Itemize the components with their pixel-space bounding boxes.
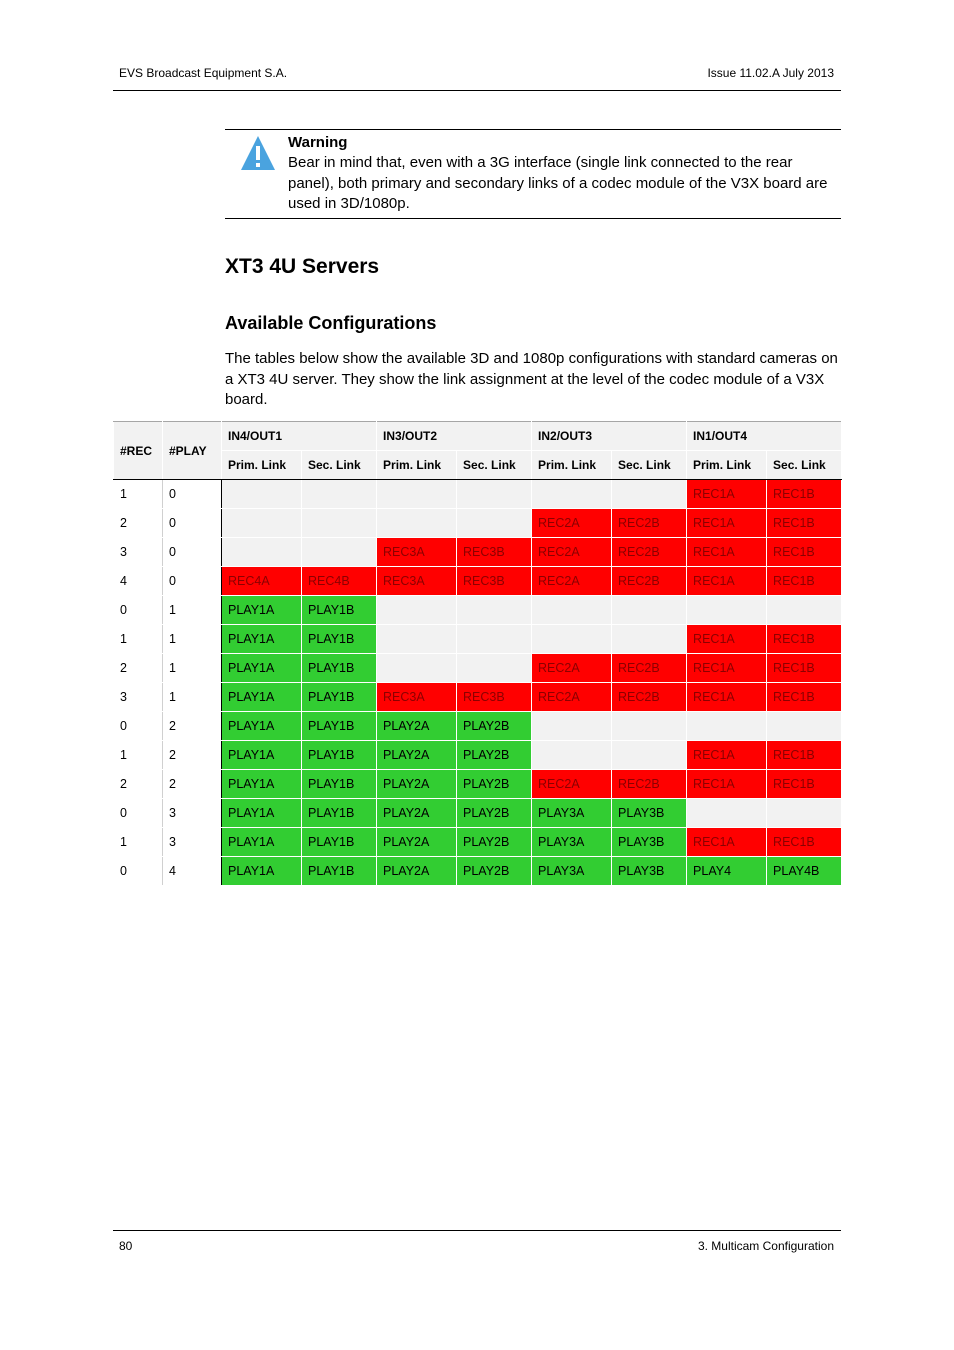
sub-header: Prim. Link bbox=[377, 451, 457, 480]
link-cell: PLAY3A bbox=[532, 857, 612, 886]
page-number: 80 bbox=[119, 1239, 133, 1253]
link-cell bbox=[532, 625, 612, 654]
link-cell: PLAY2A bbox=[377, 857, 457, 886]
link-cell: REC1B bbox=[767, 654, 842, 683]
link-cell: PLAY3A bbox=[532, 799, 612, 828]
link-cell: PLAY2B bbox=[457, 799, 532, 828]
link-cell bbox=[302, 538, 377, 567]
link-cell bbox=[767, 799, 842, 828]
play-count-cell: 1 bbox=[163, 596, 222, 625]
warning-title: Warning bbox=[288, 134, 348, 151]
link-cell bbox=[532, 596, 612, 625]
link-cell: PLAY4B bbox=[767, 857, 842, 886]
link-cell bbox=[222, 538, 302, 567]
link-cell: REC1A bbox=[687, 770, 767, 799]
link-cell: REC1A bbox=[687, 480, 767, 509]
link-cell: REC1A bbox=[687, 625, 767, 654]
link-cell bbox=[532, 712, 612, 741]
link-cell: REC1B bbox=[767, 625, 842, 654]
page-footer bbox=[113, 1230, 841, 1253]
table-row bbox=[114, 538, 842, 567]
link-cell bbox=[302, 480, 377, 509]
play-count-cell: 2 bbox=[163, 770, 222, 799]
link-cell bbox=[687, 596, 767, 625]
link-cell: PLAY1B bbox=[302, 625, 377, 654]
group-header: IN1/OUT4 bbox=[687, 422, 842, 451]
table-row bbox=[114, 828, 842, 857]
link-cell: REC1A bbox=[687, 567, 767, 596]
link-cell bbox=[457, 596, 532, 625]
header-issue: Issue 11.02.A July 2013 bbox=[707, 66, 834, 80]
link-cell: PLAY1B bbox=[302, 741, 377, 770]
link-cell: PLAY3B bbox=[612, 799, 687, 828]
group-header: IN2/OUT3 bbox=[532, 422, 687, 451]
group-header: IN4/OUT1 bbox=[222, 422, 377, 451]
footer-chapter: 3. Multicam Configuration bbox=[697, 1239, 834, 1253]
rec-count-cell: 1 bbox=[114, 625, 163, 654]
link-cell: REC2B bbox=[612, 683, 687, 712]
link-cell: PLAY1A bbox=[222, 857, 302, 886]
link-cell: REC2A bbox=[532, 683, 612, 712]
link-cell: REC1B bbox=[767, 683, 842, 712]
link-cell: REC2A bbox=[532, 538, 612, 567]
play-count-cell: 0 bbox=[163, 538, 222, 567]
rec-count-cell: 3 bbox=[114, 683, 163, 712]
table-body bbox=[114, 480, 842, 886]
link-cell: REC2B bbox=[612, 567, 687, 596]
link-cell: PLAY2B bbox=[457, 741, 532, 770]
play-count-cell: 2 bbox=[163, 712, 222, 741]
link-cell bbox=[457, 509, 532, 538]
link-cell: REC3B bbox=[457, 683, 532, 712]
rec-count-cell: 0 bbox=[114, 857, 163, 886]
link-cell: REC2A bbox=[532, 654, 612, 683]
play-count-cell: 0 bbox=[163, 480, 222, 509]
link-cell bbox=[222, 509, 302, 538]
link-cell: PLAY2A bbox=[377, 828, 457, 857]
link-cell: REC1B bbox=[767, 828, 842, 857]
intro-paragraph: The tables below show the available 3D and 1080p configurations with standard cameras on a XT3 4U server. They show the link assignment at the level of the codec module of a V3X board. bbox=[225, 350, 838, 408]
link-cell: PLAY4 bbox=[687, 857, 767, 886]
rec-count-cell: 0 bbox=[114, 596, 163, 625]
play-count-cell: 4 bbox=[163, 857, 222, 886]
link-cell: REC3A bbox=[377, 538, 457, 567]
link-cell: REC1B bbox=[767, 480, 842, 509]
rec-count-cell: 1 bbox=[114, 828, 163, 857]
link-cell: REC3A bbox=[377, 683, 457, 712]
link-cell: PLAY3B bbox=[612, 828, 687, 857]
sub-header: Prim. Link bbox=[532, 451, 612, 480]
table-row bbox=[114, 770, 842, 799]
warning-text: Bear in mind that, even with a 3G interface (single link connected to the rear panel), both primary and secondary links of a codec module of the V3X board are used in 3D/1080p. bbox=[288, 154, 828, 212]
play-count-cell: 3 bbox=[163, 828, 222, 857]
table-row bbox=[114, 625, 842, 654]
rec-count-cell: 0 bbox=[114, 712, 163, 741]
rec-count-cell: 2 bbox=[114, 654, 163, 683]
rec-count-cell: 1 bbox=[114, 480, 163, 509]
link-cell: PLAY1A bbox=[222, 654, 302, 683]
group-header: IN3/OUT2 bbox=[377, 422, 532, 451]
link-cell: REC2B bbox=[612, 538, 687, 567]
warning-triangle-icon bbox=[239, 134, 277, 172]
play-count-cell: 2 bbox=[163, 741, 222, 770]
link-cell bbox=[532, 480, 612, 509]
play-count-cell: 3 bbox=[163, 799, 222, 828]
link-cell: REC1A bbox=[687, 828, 767, 857]
link-cell bbox=[767, 596, 842, 625]
link-cell: PLAY1A bbox=[222, 741, 302, 770]
link-cell bbox=[457, 654, 532, 683]
table-row bbox=[114, 799, 842, 828]
table-row bbox=[114, 741, 842, 770]
link-cell bbox=[457, 480, 532, 509]
link-cell bbox=[302, 509, 377, 538]
link-cell: REC1A bbox=[687, 654, 767, 683]
header-company: EVS Broadcast Equipment S.A. bbox=[119, 66, 288, 80]
col-play-header: #PLAY bbox=[163, 422, 222, 480]
link-cell: PLAY3A bbox=[532, 828, 612, 857]
sub-header: Prim. Link bbox=[687, 451, 767, 480]
link-cell: REC1A bbox=[687, 683, 767, 712]
link-cell: REC1A bbox=[687, 538, 767, 567]
link-cell: PLAY3B bbox=[612, 857, 687, 886]
play-count-cell: 1 bbox=[163, 654, 222, 683]
play-count-cell: 1 bbox=[163, 625, 222, 654]
link-cell: PLAY1A bbox=[222, 683, 302, 712]
link-cell bbox=[377, 625, 457, 654]
warning-box bbox=[225, 129, 841, 219]
link-cell bbox=[767, 712, 842, 741]
link-cell bbox=[377, 654, 457, 683]
link-cell bbox=[687, 799, 767, 828]
link-cell: PLAY1B bbox=[302, 596, 377, 625]
link-cell bbox=[687, 712, 767, 741]
link-cell: REC1A bbox=[687, 509, 767, 538]
rec-count-cell: 2 bbox=[114, 770, 163, 799]
link-cell bbox=[612, 625, 687, 654]
link-cell: REC2A bbox=[532, 509, 612, 538]
table-row bbox=[114, 683, 842, 712]
table-row bbox=[114, 712, 842, 741]
page-header bbox=[113, 66, 841, 91]
col-rec-header: #REC bbox=[114, 422, 163, 480]
link-cell: PLAY1A bbox=[222, 799, 302, 828]
configurations-table bbox=[113, 421, 842, 886]
link-cell: REC3B bbox=[457, 567, 532, 596]
link-cell: PLAY2A bbox=[377, 799, 457, 828]
table-row bbox=[114, 567, 842, 596]
link-cell: PLAY2B bbox=[457, 828, 532, 857]
link-cell: REC1B bbox=[767, 509, 842, 538]
link-cell: PLAY1B bbox=[302, 799, 377, 828]
link-cell: PLAY1A bbox=[222, 828, 302, 857]
link-cell bbox=[377, 509, 457, 538]
sub-header: Sec. Link bbox=[302, 451, 377, 480]
sub-header: Sec. Link bbox=[457, 451, 532, 480]
link-cell bbox=[612, 596, 687, 625]
link-cell bbox=[377, 480, 457, 509]
link-cell: PLAY1A bbox=[222, 770, 302, 799]
link-cell: REC2A bbox=[532, 567, 612, 596]
link-cell bbox=[612, 480, 687, 509]
rec-count-cell: 3 bbox=[114, 538, 163, 567]
link-cell bbox=[457, 625, 532, 654]
table-row bbox=[114, 654, 842, 683]
link-cell: PLAY2A bbox=[377, 770, 457, 799]
link-cell: PLAY1A bbox=[222, 712, 302, 741]
link-cell: PLAY1B bbox=[302, 828, 377, 857]
link-cell: PLAY2A bbox=[377, 712, 457, 741]
play-count-cell: 1 bbox=[163, 683, 222, 712]
section-title: XT3 4U Servers bbox=[225, 255, 380, 278]
rec-count-cell: 2 bbox=[114, 509, 163, 538]
link-cell: PLAY1B bbox=[302, 683, 377, 712]
link-cell: PLAY2A bbox=[377, 741, 457, 770]
link-cell: PLAY1B bbox=[302, 712, 377, 741]
link-cell: REC2B bbox=[612, 654, 687, 683]
link-cell: PLAY1B bbox=[302, 857, 377, 886]
link-cell: PLAY1B bbox=[302, 770, 377, 799]
link-cell: REC4B bbox=[302, 567, 377, 596]
link-cell bbox=[612, 712, 687, 741]
link-cell: REC1B bbox=[767, 538, 842, 567]
sub-header: Prim. Link bbox=[222, 451, 302, 480]
sub-header: Sec. Link bbox=[767, 451, 842, 480]
link-cell bbox=[377, 596, 457, 625]
link-cell bbox=[222, 480, 302, 509]
link-cell: REC3A bbox=[377, 567, 457, 596]
link-cell: REC2A bbox=[532, 770, 612, 799]
sub-header: Sec. Link bbox=[612, 451, 687, 480]
table-row bbox=[114, 480, 842, 509]
link-cell: PLAY1A bbox=[222, 625, 302, 654]
link-cell: REC4A bbox=[222, 567, 302, 596]
link-cell: PLAY1B bbox=[302, 654, 377, 683]
link-cell: PLAY2B bbox=[457, 712, 532, 741]
rec-count-cell: 0 bbox=[114, 799, 163, 828]
table-row bbox=[114, 857, 842, 886]
subsection-title: Available Configurations bbox=[225, 313, 437, 333]
link-cell: PLAY1A bbox=[222, 596, 302, 625]
link-cell: PLAY2B bbox=[457, 857, 532, 886]
link-cell: REC1B bbox=[767, 567, 842, 596]
link-cell: REC1B bbox=[767, 741, 842, 770]
play-count-cell: 0 bbox=[163, 567, 222, 596]
link-cell bbox=[532, 741, 612, 770]
play-count-cell: 0 bbox=[163, 509, 222, 538]
link-cell: REC2B bbox=[612, 509, 687, 538]
rec-count-cell: 1 bbox=[114, 741, 163, 770]
rec-count-cell: 4 bbox=[114, 567, 163, 596]
link-cell: REC3B bbox=[457, 538, 532, 567]
link-cell: REC1B bbox=[767, 770, 842, 799]
link-cell: REC1A bbox=[687, 741, 767, 770]
table-row bbox=[114, 596, 842, 625]
table-row bbox=[114, 509, 842, 538]
link-cell: REC2B bbox=[612, 770, 687, 799]
link-cell: PLAY2B bbox=[457, 770, 532, 799]
link-cell bbox=[612, 741, 687, 770]
